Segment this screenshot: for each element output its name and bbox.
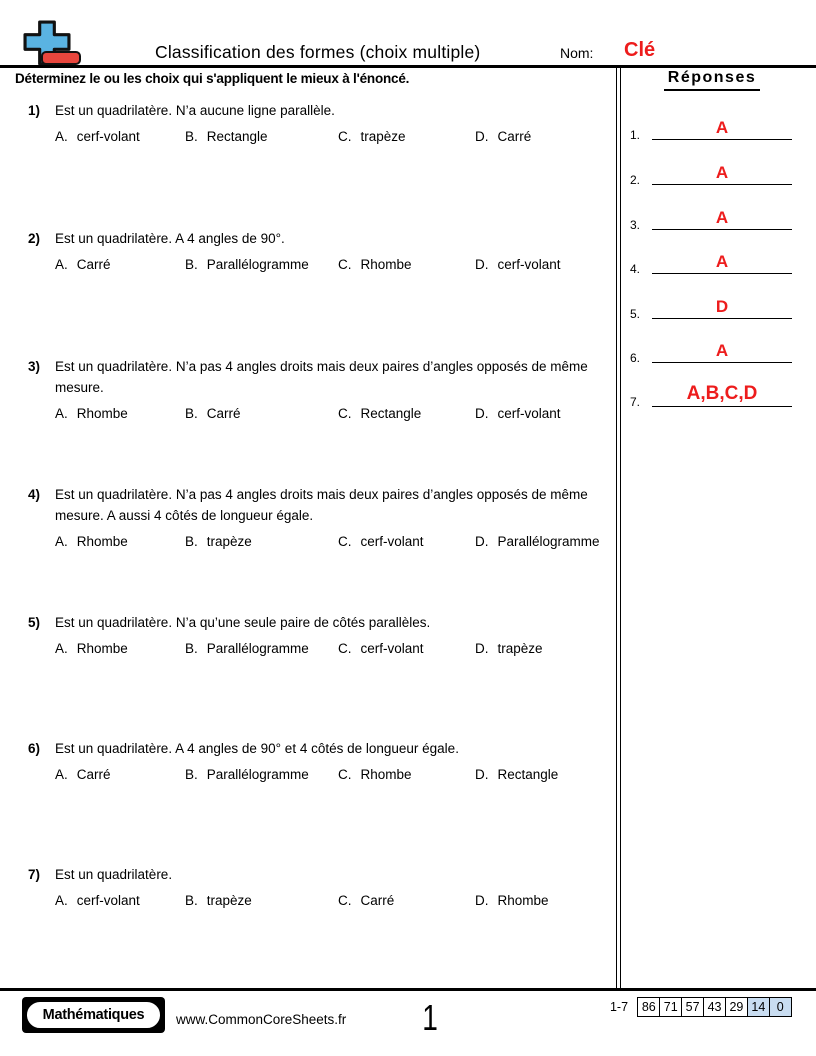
name-value: Clé	[624, 39, 656, 61]
answer-blank-line	[652, 362, 792, 363]
question-number: 7)	[28, 867, 41, 882]
question-text: Est un quadrilatère. A 4 angles de 90°.	[55, 231, 285, 246]
score-cells	[637, 997, 792, 1017]
question-text: Est un quadrilatère. N’a aucune ligne parallèle.	[55, 103, 335, 118]
option-d: D. trapèze	[475, 641, 543, 656]
answer-row-3	[630, 201, 794, 235]
question-number: 4)	[28, 487, 41, 502]
option-a: A. cerf-volant	[55, 893, 140, 908]
question-number: 6)	[28, 741, 41, 756]
answer-number: 7.	[630, 395, 641, 409]
option-a: A. Carré	[55, 767, 111, 782]
question-options	[28, 126, 620, 147]
answer-row-7	[630, 378, 794, 412]
option-a: A. Rhombe	[55, 406, 128, 421]
question-options	[28, 638, 620, 659]
question-4	[28, 484, 620, 552]
name-label: Nom:	[560, 45, 594, 61]
answer-value: A	[715, 118, 729, 137]
answer-number: 3.	[630, 218, 641, 232]
plus-logo-icon	[22, 20, 106, 66]
answer-blank-line	[652, 273, 792, 274]
score-cell: 43	[703, 997, 727, 1017]
option-c: C. Carré	[338, 893, 395, 908]
option-d: D. cerf-volant	[475, 257, 561, 272]
answer-number: 2.	[630, 173, 641, 187]
score-cell: 29	[725, 997, 749, 1017]
footer-divider	[0, 988, 816, 991]
page-number: 1	[422, 997, 438, 1038]
website-url: www.CommonCoreSheets.fr	[176, 1012, 347, 1027]
question-text: Est un quadrilatère.	[55, 867, 173, 882]
question-number: 3)	[28, 359, 41, 374]
answer-row-6	[630, 334, 794, 368]
option-b: B. Parallélogramme	[185, 257, 309, 272]
question-options	[28, 254, 620, 275]
answer-row-1	[630, 111, 794, 145]
answer-value: A	[715, 163, 729, 182]
answer-row-2	[630, 156, 794, 190]
answer-value: A,B,C,D	[686, 383, 758, 404]
question-2	[28, 228, 620, 275]
option-b: B. Parallélogramme	[185, 641, 309, 656]
option-c: C. Rhombe	[338, 767, 412, 782]
answer-value: D	[715, 297, 729, 316]
question-text: Est un quadrilatère. N’a qu’une seule paire de côtés parallèles.	[55, 615, 431, 630]
option-b: B. Rectangle	[185, 129, 268, 144]
instruction-text: Déterminez le ou les choix qui s'appliquent le mieux à l'énoncé.	[15, 71, 410, 86]
question-7	[28, 864, 620, 911]
answer-number: 5.	[630, 307, 641, 321]
option-a: A. cerf-volant	[55, 129, 140, 144]
option-d: D. Rhombe	[475, 893, 549, 908]
question-text: Est un quadrilatère. N’a pas 4 angles droits mais deux paires d’angles opposés de même mesure. A aussi 4 côtés de longueur égale.	[55, 487, 588, 523]
minus-bar-icon	[41, 51, 81, 65]
option-c: C. Rhombe	[338, 257, 412, 272]
header-divider	[0, 65, 816, 68]
question-5	[28, 612, 620, 659]
question-options	[28, 531, 620, 552]
option-d: D. cerf-volant	[475, 406, 561, 421]
score-cell-highlighted: 0	[769, 997, 793, 1017]
worksheet-title: Classification des formes (choix multiple)	[155, 42, 481, 62]
question-6	[28, 738, 620, 785]
answer-blank-line	[652, 318, 792, 319]
answer-blank-line	[652, 229, 792, 230]
question-options	[28, 764, 620, 785]
mathematiques-logo-label: Mathématiques	[25, 1000, 162, 1030]
option-a: A. Rhombe	[55, 534, 128, 549]
question-number: 5)	[28, 615, 41, 630]
question-3	[28, 356, 620, 424]
answer-value: A	[715, 208, 729, 227]
answer-blank-line	[652, 184, 792, 185]
answer-row-5	[630, 290, 794, 324]
answers-heading: Réponses	[628, 69, 796, 91]
answer-row-4	[630, 245, 794, 279]
question-options	[28, 890, 620, 911]
question-number: 2)	[28, 231, 41, 246]
answer-number: 4.	[630, 262, 641, 276]
score-cell-highlighted: 14	[747, 997, 771, 1017]
score-grid	[610, 997, 792, 1017]
option-d: D. Parallélogramme	[475, 534, 600, 549]
question-number: 1)	[28, 103, 41, 118]
score-range-label: 1-7	[609, 1000, 629, 1014]
question-text: Est un quadrilatère. A 4 angles de 90° et 4 côtés de longueur égale.	[55, 741, 459, 756]
question-1	[28, 100, 620, 147]
option-b: B. Carré	[185, 406, 241, 421]
answer-number: 1.	[630, 128, 641, 142]
answer-blank-line	[652, 139, 792, 140]
option-b: B. Parallélogramme	[185, 767, 309, 782]
mathematiques-logo	[22, 997, 165, 1033]
option-b: B. trapèze	[185, 893, 252, 908]
option-d: D. Rectangle	[475, 767, 559, 782]
option-c: C. trapèze	[338, 129, 406, 144]
question-options	[28, 403, 620, 424]
option-a: A. Carré	[55, 257, 111, 272]
answer-blank-line	[652, 406, 792, 407]
answer-number: 6.	[630, 351, 641, 365]
question-text: Est un quadrilatère. N’a pas 4 angles droits mais deux paires d’angles opposés de même mesure.	[55, 359, 588, 395]
score-cell: 71	[659, 997, 683, 1017]
score-cell: 86	[637, 997, 661, 1017]
answer-value: A	[715, 252, 729, 271]
option-c: C. Rectangle	[338, 406, 422, 421]
option-d: D. Carré	[475, 129, 532, 144]
option-a: A. Rhombe	[55, 641, 128, 656]
option-c: C. cerf-volant	[338, 534, 424, 549]
score-cell: 57	[681, 997, 705, 1017]
option-b: B. trapèze	[185, 534, 252, 549]
option-c: C. cerf-volant	[338, 641, 424, 656]
answer-value: A	[715, 341, 729, 360]
